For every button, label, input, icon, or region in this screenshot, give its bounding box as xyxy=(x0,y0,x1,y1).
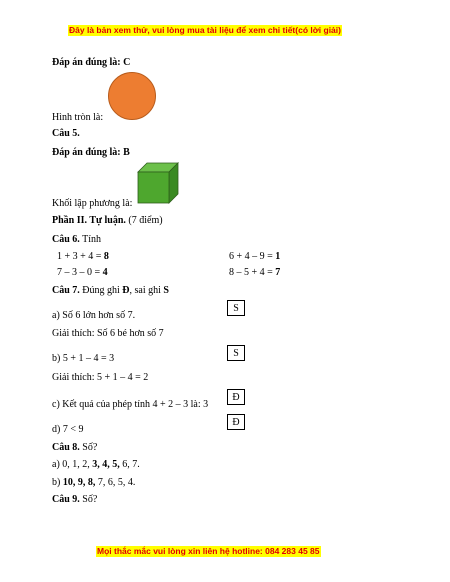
q9-title: Câu 9. xyxy=(52,494,80,505)
q5-answer-value: B xyxy=(123,147,130,158)
sequence-end: 7, 6, 5, 4. xyxy=(97,477,136,488)
q7-title: Câu 7. xyxy=(52,285,80,296)
q4-answer-value: C xyxy=(123,57,131,68)
sequence-start: b) xyxy=(52,477,61,488)
q7-answer-box-a: S xyxy=(227,300,245,316)
q6-instruction: Tính xyxy=(82,234,102,245)
q7-instruction: Đúng ghi xyxy=(82,285,120,296)
result: 7 xyxy=(275,267,281,278)
result: 1 xyxy=(275,251,281,262)
q7-heading xyxy=(52,284,169,297)
result: 4 xyxy=(102,267,108,278)
expression: 8 – 5 + 4 = xyxy=(229,267,273,278)
footer-notice: Mọi thắc mắc vui lòng xin liên hệ hotline: 084 283 45 85 xyxy=(97,546,320,556)
q8-sequence-b xyxy=(52,476,135,489)
q6-expr-1a xyxy=(57,250,109,263)
q7-answer-box-c: Đ xyxy=(227,389,245,405)
q7-answer-box-d: Đ xyxy=(227,414,245,430)
q7-explanation-b: Giải thích: 5 + 1 – 4 = 2 xyxy=(52,372,149,383)
q7-instruction-cont: , sai ghi xyxy=(129,285,161,296)
green-cube-image xyxy=(136,161,182,205)
expression: 7 – 3 – 0 = xyxy=(57,267,101,278)
part2-points: (7 điểm) xyxy=(128,215,163,226)
q4-answer-label: Đáp án đúng là: xyxy=(52,57,121,68)
q8-instruction: Số? xyxy=(82,442,98,453)
sequence-start: a) 0, 1, 2, xyxy=(52,459,90,470)
q5-shape-caption: Khối lập phương là: xyxy=(52,198,133,209)
q9-heading xyxy=(52,493,97,506)
sequence-answer: 10, 9, 8, xyxy=(62,477,96,488)
q6-title: Câu 6. xyxy=(52,234,80,245)
expression: 1 + 3 + 4 = xyxy=(57,251,102,262)
orange-circle-image xyxy=(108,72,156,120)
result: 8 xyxy=(103,251,109,262)
header-notice: Đây là bản xem thử, vui lòng mua tài liệu để xem chi tiết(có lời giải) xyxy=(69,25,341,35)
expression: 6 + 4 – 9 = xyxy=(229,251,273,262)
part2-heading xyxy=(52,214,163,227)
q7-item-a: a) Số 6 lớn hơn số 7. xyxy=(52,310,136,321)
q5-answer xyxy=(52,146,130,159)
q8-title: Câu 8. xyxy=(52,442,80,453)
q7-item-d: d) 7 < 9 xyxy=(52,424,84,435)
part2-title: Phần II. Tự luận. xyxy=(52,215,126,226)
q5-title: Câu 5. xyxy=(52,128,80,139)
q7-explanation-a: Giải thích: Số 6 bé hơn số 7 xyxy=(52,328,164,339)
q6-heading xyxy=(52,233,101,246)
sequence-answer: 3, 4, 5, xyxy=(92,459,120,470)
q7-false-mark: S xyxy=(163,285,169,296)
q6-expr-2a xyxy=(57,266,108,279)
sequence-end: 6, 7. xyxy=(122,459,140,470)
q5-answer-label: Đáp án đúng là: xyxy=(52,147,121,158)
q7-true-mark: Đ xyxy=(122,285,130,296)
q4-answer xyxy=(52,56,130,69)
q7-answer-box-b: S xyxy=(227,345,245,361)
q8-sequence-a xyxy=(52,458,140,471)
q8-heading xyxy=(52,441,97,454)
q4-shape-caption: Hình tròn là: xyxy=(52,112,104,123)
q6-expr-1b xyxy=(229,250,280,263)
q6-expr-2b xyxy=(229,266,280,279)
q7-item-c: c) Kết quả của phép tính 4 + 2 – 3 là: 3 xyxy=(52,399,209,410)
q9-instruction: Số? xyxy=(82,494,98,505)
q7-item-b: b) 5 + 1 – 4 = 3 xyxy=(52,353,115,364)
